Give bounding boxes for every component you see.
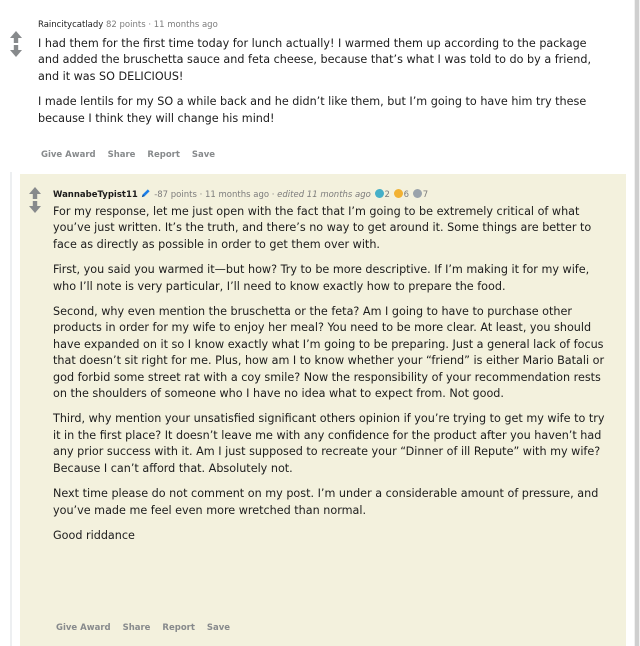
comment-actions <box>41 150 224 160</box>
share-button[interactable]: Share <box>107 150 136 160</box>
downvote-arrow-icon[interactable] <box>9 44 23 58</box>
report-button[interactable]: Report <box>162 623 195 633</box>
comment-body <box>53 204 615 553</box>
separator: · <box>148 20 152 30</box>
thread-line[interactable] <box>10 172 12 646</box>
report-button[interactable]: Report <box>147 150 180 160</box>
upvote-arrow-icon[interactable] <box>28 186 42 200</box>
username-link[interactable]: WannabeTypist11 <box>53 190 138 200</box>
timestamp[interactable]: 11 months ago <box>205 190 270 200</box>
edited-label: edited 11 months ago <box>277 190 371 200</box>
timestamp[interactable]: 11 months ago <box>153 20 218 30</box>
give-award-button[interactable]: Give Award <box>56 623 111 633</box>
comment-paragraph: For my response, let me just open with the fact that I’m going to be extremely critical of what you’ve just written. It’s the truth, and there’s no way to get around it. Some things are better to face as directly as possible in order to get them over with. <box>53 205 592 251</box>
helpful-award-icon[interactable] <box>375 189 384 198</box>
username-link[interactable]: Raincitycatlady <box>38 20 104 30</box>
pencil-flair-icon <box>140 188 151 199</box>
separator: · <box>199 190 203 200</box>
award-count: 2 <box>384 190 390 200</box>
comment-paragraph: I made lentils for my SO a while back and he didn’t like them, but I’m going to have him try these because I think they will change his mind! <box>38 95 587 125</box>
separator: · <box>271 190 275 200</box>
comment-paragraph: First, you said you warmed it—but how? Try to be more descriptive. If I’m making it for my wife, who I’ll note is very particular, I’ll need to know exactly how to prepare the food. <box>53 263 590 293</box>
comment-paragraph: Next time please do not comment on my post. I’m under a considerable amount of pressure, and you’ve made me feel even more wretched than normal. <box>53 487 599 517</box>
scrollbar[interactable] <box>634 0 640 646</box>
comment-actions <box>56 623 239 633</box>
comment-paragraph: Third, why mention your unsatisfied significant others opinion if you’re trying to get my wife to try it in the first place? It doesn’t leave me with any confidence for the product after you haven’t had any prior success with it. Am I just supposed to recreate your “Dinner of ill Repute” with my wife? Because I can’t afford that. Absolutely not. <box>53 412 605 475</box>
give-award-button[interactable]: Give Award <box>41 150 96 160</box>
share-button[interactable]: Share <box>122 623 151 633</box>
save-button[interactable]: Save <box>206 623 231 633</box>
award-count: 6 <box>403 190 410 200</box>
comment-meta <box>53 188 428 200</box>
comment-paragraph: Second, why even mention the bruschetta or the feta? Am I going to have to purchase other products in order for my wife to enjoy her meal? You need to be more clear. At least, you should have expanded on it so I know exactly what I’m going to be preparing. Just a general lack of focus that doesn’t sit right for me. Plus, how am I to know whether your “friend” is either Mario Batali or god forbid some street rat with a coy smile? Now the responsibility of your recommendation rests on the shoulders of someone who I have no idea what to expect from. Not good. <box>53 305 605 401</box>
comment-paragraph: Good riddance <box>53 528 135 542</box>
comment-wannabetypist11 <box>20 174 626 646</box>
comment-meta <box>38 20 218 30</box>
points: -87 points <box>154 190 197 200</box>
silver-coin-award-icon[interactable] <box>413 189 422 198</box>
vote-column <box>28 186 42 214</box>
upvote-arrow-icon[interactable] <box>9 30 23 44</box>
vote-column <box>9 30 23 58</box>
save-button[interactable]: Save <box>191 150 216 160</box>
downvote-arrow-icon[interactable] <box>28 200 42 214</box>
award-count: 7 <box>422 190 429 200</box>
comment-body <box>38 36 598 136</box>
points: 82 points <box>106 20 146 30</box>
comment-paragraph: I had them for the first time today for lunch actually! I warmed them up according to the package and added the bruschetta sauce and feta cheese, because that’s what I was told to do by a friend, and it was SO DELICIOUS! <box>38 37 592 83</box>
wholesome-award-icon[interactable] <box>394 189 403 198</box>
scrollbar-thumb[interactable] <box>635 0 639 646</box>
